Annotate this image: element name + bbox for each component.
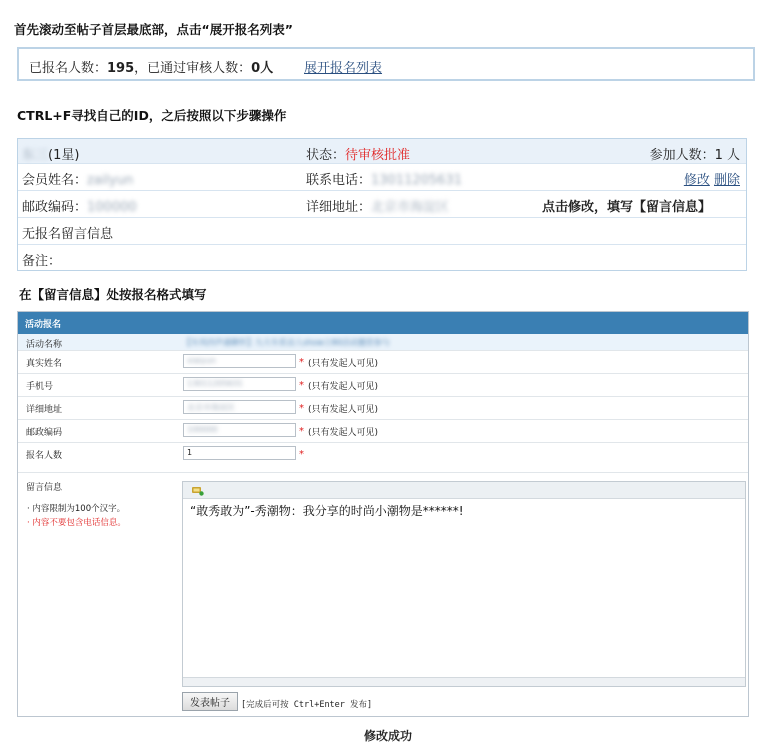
step2-heading: CTRL+F寻找自己的ID，之后按照以下步骤操作 [17,108,287,123]
required-star: * [299,449,304,460]
zip-input[interactable]: 100000 [183,423,296,437]
entry-address-row [18,191,746,218]
required-star: * [299,426,304,437]
address-row [18,397,748,420]
edit-instruction: 点击修改，填写【留言信息】 [542,200,712,215]
phone [306,169,462,188]
private-note: (只有发起人可见) [308,405,379,415]
realname-label: 真实姓名 [26,359,63,369]
entry-name-row [18,164,746,191]
zip-label: 邮政编码： [22,200,88,215]
step3-heading: 在【留言信息】处按报名格式填写 [19,287,207,302]
message-label: 留言信息 [26,483,63,493]
count-row [18,443,748,473]
approved-count: 0人 [251,61,274,76]
entry-actions [684,169,740,188]
zip-row [18,420,748,443]
limit-note: · 内容限制为100个汉字。 [27,504,126,514]
phone-label: 联系电话： [306,173,372,188]
status-label: 状态： [306,148,346,163]
success-message: 修改成功 [363,729,412,743]
edit-link[interactable]: 修改 [683,173,710,188]
zip [22,196,137,215]
status [306,144,410,163]
address [306,196,449,215]
private-note: (只有发起人可见) [308,382,379,392]
count-label: 报名人数 [26,451,63,461]
realname-input[interactable]: xiaiyun [183,354,296,368]
activity-label: 活动名称 [26,340,63,350]
count-input[interactable]: 1 [183,446,296,460]
address-input[interactable]: 北京市海淀区 [183,400,296,414]
private-note: (只有发起人可见) [308,428,379,438]
message-editor[interactable] [182,481,746,687]
required-star: * [299,403,304,414]
user-level: (1星) [48,148,80,163]
activity-row [18,334,748,351]
name-label: 会员姓名： [22,173,88,188]
editor-scrollbar[interactable] [183,677,745,686]
entry-message-row [18,218,746,245]
no-message-text: 无报名留言信息 [22,227,114,242]
required-star: * [299,357,304,368]
signup-entry-table [17,138,747,271]
submit-post-button[interactable]: 发表帖子 [182,692,238,711]
form-header: 活动报名 [18,312,748,334]
signup-count-text [29,57,273,76]
step1-heading: 首先滚动至帖子首层最底部，点击“展开报名列表” [14,22,293,37]
signup-count-box [17,47,755,81]
entry-header-row [18,139,746,164]
delete-link[interactable]: 删除 [713,173,740,188]
entry-user [22,144,79,163]
remark-label: 备注： [22,254,62,269]
address-value: 北京市海淀区 [371,200,450,215]
address-label: 详细地址 [26,405,63,415]
name-value: zailyun [87,173,134,188]
activity-value: 【车风四声通聊怀】九大车系达人show立80活动邀您参与 [183,338,390,347]
zip-label: 邮政编码 [26,428,63,438]
zip-value: 100000 [87,200,137,215]
expand-signup-list-link[interactable]: 展开报名列表 [304,61,383,76]
address-label: 详细地址： [306,200,372,215]
phone-warning: · 内容不要包含电话信息。 [27,518,126,528]
status-value: 待审核批准 [345,148,411,163]
realname-row [18,351,748,374]
count-middle: ，已通过审核人数： [134,61,252,76]
message-text: “敢秀敢为”-秀潮物：我分享的时尚小潮物是******! [190,504,464,518]
private-note: (只有发起人可见) [308,359,379,369]
name [22,169,133,188]
submit-hint: [完成后可按 Ctrl+Enter 发布] [241,700,373,710]
count-prefix: 已报名人数： [29,61,108,76]
signed-count: 195 [107,61,135,76]
editor-toolbar [183,482,745,499]
phone-label: 手机号 [26,382,54,392]
phone-value: 13011205631 [371,173,462,188]
signup-form [17,311,749,717]
emoticon-icon[interactable] [192,486,204,496]
user-id[interactable]: 东三 [22,148,49,163]
phone-row [18,374,748,397]
required-star: * [299,380,304,391]
entry-remark-row [18,245,746,271]
participants-count: 参加人数：1 人 [649,148,740,163]
phone-input[interactable]: 13011205631 [183,377,296,391]
